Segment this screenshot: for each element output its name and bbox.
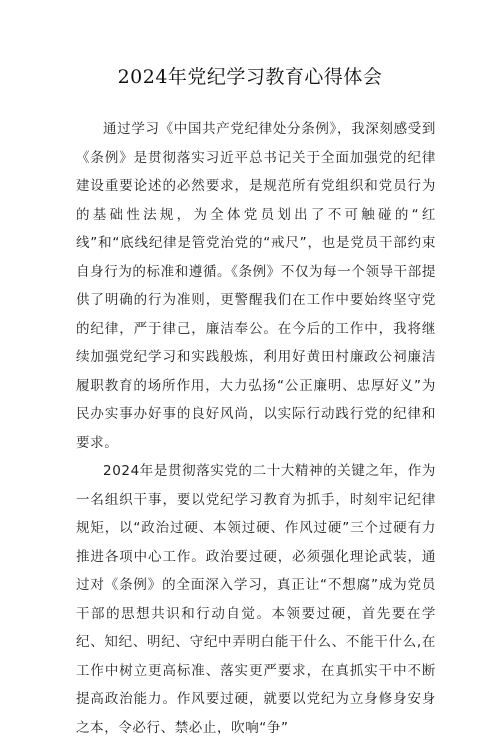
document-body: [76, 115, 436, 742]
paragraph-2: 2024年是贯彻落实党的二十大精神的关键之年，作为一名组织干事，要以党纪学习教育为抓手，时刻牢记纪律规矩，以“政治过硬、本领过硬、作风过硬”三个过硬有力推进各项中心工作。政治要过硬，必须强化理论武装，通过对《条例》的全面深入学习，真正让“不想腐”成为党员干部的思想共识和行动自觉。本领要过硬，首先要在学纪、知纪、明纪、守纪中弄明白能干什么、不能干什么,在工作中树立更高标准、落实更严要求，在真抓实干中不断提高政治能力。作风要过硬，就要以党纪为立身修身安身之本，令必行、禁必止，吹响“争”: [76, 463, 436, 736]
paragraph-1: 通过学习《中国共产党纪律处分条例》，我深刻感受到《条例》是贯彻落实习近平总书记关于全面加强党的纪律建设重要论述的必然要求，是规范所有党组织和党员行为的基础性法规，为全体党员划出了不可触碰的“红线”和“底线纪律是管党治党的“戒尺”，也是党员干部约束自身行为的标准和遵循。《条例》不仅为每一个领导干部提供了明确的行为准则，更警醒我们在工作中要始终坚守党的纪律，严于律己，廉洁奉公。在今后的工作中，我将继续加强党纪学习和实践般炼，利用好黄田村廉政公祠廉洁履职教育的场所作用，大力弘扬“公正廉明、忠厚好义”为民办实事办好事的良好风尚，以实际行动践行党的纪律和要求。: [76, 121, 436, 451]
document-title: 2024年党纪学习教育心得体会: [117, 66, 383, 88]
